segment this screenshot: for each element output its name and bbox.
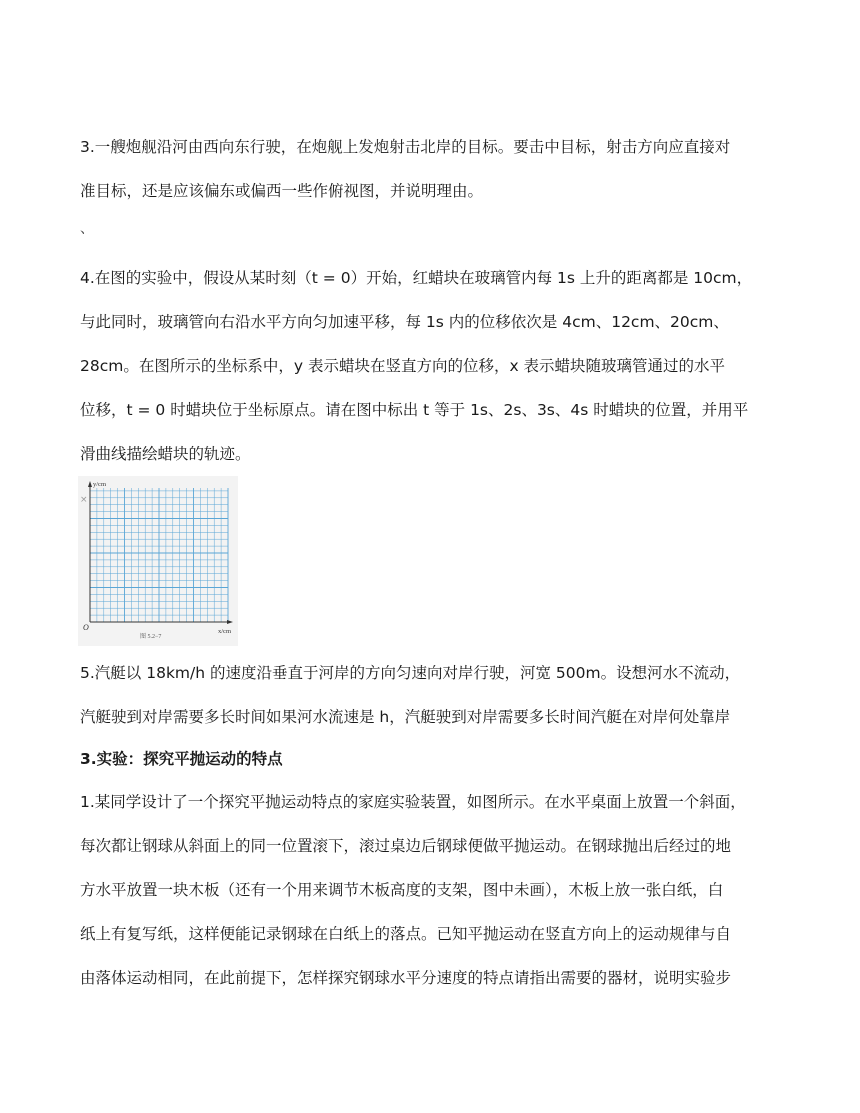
stray-mark: 、 bbox=[80, 221, 94, 237]
s3q1-line-3: 方水平放置一块木板（还有一个用来调节木板高度的支架，图中未画），木板上放一张白纸，白 bbox=[80, 881, 724, 899]
grid-figure bbox=[78, 476, 238, 646]
y-axis-label: y/cm bbox=[93, 481, 106, 488]
x-axis-label: x/cm bbox=[218, 628, 231, 635]
q3-line-2: 准目标，还是应该偏东或偏西一些作俯视图，并说明理由。 bbox=[80, 182, 484, 200]
figure-caption: 图 5.2−7 bbox=[140, 634, 162, 640]
q4-line-4: 位移，t = 0 时蜡块位于坐标原点。请在图中标出 t 等于 1s、2s、3s、4s 时蜡块的位置，并用平 bbox=[80, 401, 749, 419]
q3-line-1: 3.一艘炮舰沿河由西向东行驶，在炮舰上发炮射击北岸的目标。要击中目标，射击方向应直接对 bbox=[80, 138, 731, 156]
grid-lines bbox=[90, 488, 228, 622]
s3q1-line-1: 1.某同学设计了一个探究平抛运动特点的家庭实验装置，如图所示。在水平桌面上放置一个斜面， bbox=[80, 793, 746, 811]
q4-line-3: 28cm。在图所示的坐标系中，y 表示蜡块在竖直方向的位移，x 表示蜡块随玻璃管通过的水平 bbox=[80, 357, 726, 375]
s3q1-line-5: 由落体运动相同，在此前提下，怎样探究钢球水平分速度的特点请指出需要的器材，说明实验步 bbox=[80, 969, 732, 987]
q4-line-5: 滑曲线描绘蜡块的轨迹。 bbox=[80, 445, 251, 463]
q5-line-1: 5.汽艇以 18km/h 的速度沿垂直于河岸的方向匀速向对岸行驶，河宽 500m。设想河水不流动， bbox=[80, 664, 741, 682]
q4-line-1: 4.在图的实验中，假设从某时刻（t = 0）开始，红蜡块在玻璃管内每 1s 上升的距离都是 10cm， bbox=[80, 269, 753, 287]
origin-label: O bbox=[83, 623, 89, 632]
coordinate-grid bbox=[78, 476, 238, 646]
s3q1-line-2: 每次都让钢球从斜面上的同一位置滚下，滚过桌边后钢球便做平抛运动。在钢球抛出后经过的地 bbox=[80, 837, 732, 855]
q4-line-2: 与此同时，玻璃管向右沿水平方向匀加速平移，每 1s 内的位移依次是 4cm、12cm、20cm、 bbox=[80, 313, 729, 331]
section-3-heading: 3.实验：探究平抛运动的特点 bbox=[80, 750, 283, 768]
x-axis-arrow bbox=[227, 620, 233, 624]
s3q1-line-4: 纸上有复写纸，这样便能记录钢球在白纸上的落点。已知平抛运动在竖直方向上的运动规律与自 bbox=[80, 925, 732, 943]
cross-mark-icon: × bbox=[80, 495, 88, 505]
q5-line-2: 汽艇驶到对岸需要多长时间如果河水流速是 h，汽艇驶到对岸需要多长时间汽艇在对岸何处靠岸 bbox=[80, 708, 731, 726]
y-axis-arrow bbox=[88, 481, 92, 487]
